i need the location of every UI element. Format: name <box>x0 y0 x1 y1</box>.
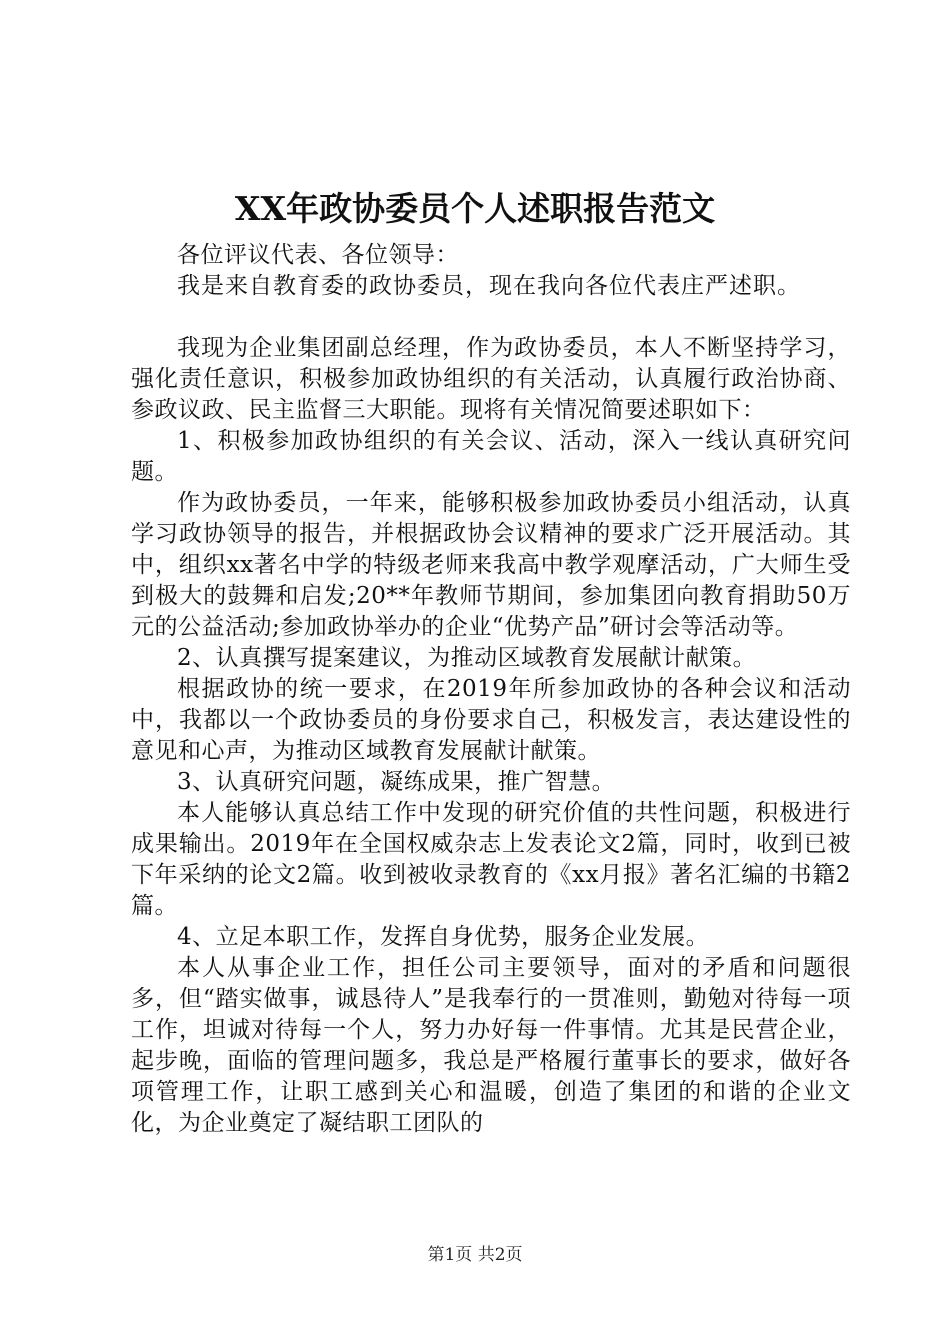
section-heading-4: 4、立足本职工作，发挥自身优势，服务企业发展。 <box>177 924 710 950</box>
blank-line <box>131 302 851 333</box>
paragraph-section-1: 作为政协委员，一年来，能够积极参加政协委员小组活动，认真学习政协领导的报告，并根据政协会议精神的要求广泛开展活动。其中，组织xx著名中学的特级老师来我高中教学观摩活动，广大师生受到极大的鼓舞和启发;20**年教师节期间，参加集团向教育捐助50万元的公益活动;参加政协举办的企业“优势产品”研讨会等活动等。 <box>131 490 851 640</box>
document-body <box>131 240 851 1139</box>
paragraph-section-3: 本人能够认真总结工作中发现的研究价值的共性问题，积极进行成果输出。2019年在全国权威杂志上发表论文2篇，同时，收到已被下年采纳的论文2篇。收到被收录教育的《xx月报》著名汇编的书籍2篇。 <box>131 800 851 919</box>
document-title: XX年政协委员个人述职报告范文 <box>234 189 716 228</box>
salutation: 各位评议代表、各位领导： <box>177 242 459 268</box>
section-heading-2: 2、认真撰写提案建议，为推动区域教育发展献计献策。 <box>177 645 757 671</box>
paragraph-section-4: 本人从事企业工作，担任公司主要领导，面对的矛盾和问题很多，但“踏实做事，诚恳待人”是我奉行的一贯准则，勤勉对待每一项工作，坦诚对待每一个人，努力办好每一件事情。尤其是民营企业，起步晚，面临的管理问题多，我总是严格履行董事长的要求，做好各项管理工作，让职工感到关心和温暖，创造了集团的和谐的企业文化，为企业奠定了凝结职工团队的 <box>131 955 851 1136</box>
paragraph-intro: 我现为企业集团副总经理，作为政协委员，本人不断坚持学习，强化责任意识，积极参加政协组织的有关活动，认真履行政治协商、参政议政、民主监督三大职能。现将有关情况简要述职如下： <box>131 335 851 423</box>
paragraph-section-2: 根据政协的统一要求，在2019年所参加政协的各种会议和活动中，我都以一个政协委员的身份要求自己，积极发言，表达建设性的意见和心声，为推动区域教育发展献计献策。 <box>131 676 851 764</box>
opening-statement: 我是来自教育委的政协委员，现在我向各位代表庄严述职。 <box>177 273 801 299</box>
section-heading-1: 1、积极参加政协组织的有关会议、活动，深入一线认真研究问题。 <box>131 428 851 485</box>
page-number-footer: 第1页 共2页 <box>427 1245 523 1265</box>
section-heading-3: 3、认真研究问题，凝练成果，推广智慧。 <box>177 769 616 795</box>
